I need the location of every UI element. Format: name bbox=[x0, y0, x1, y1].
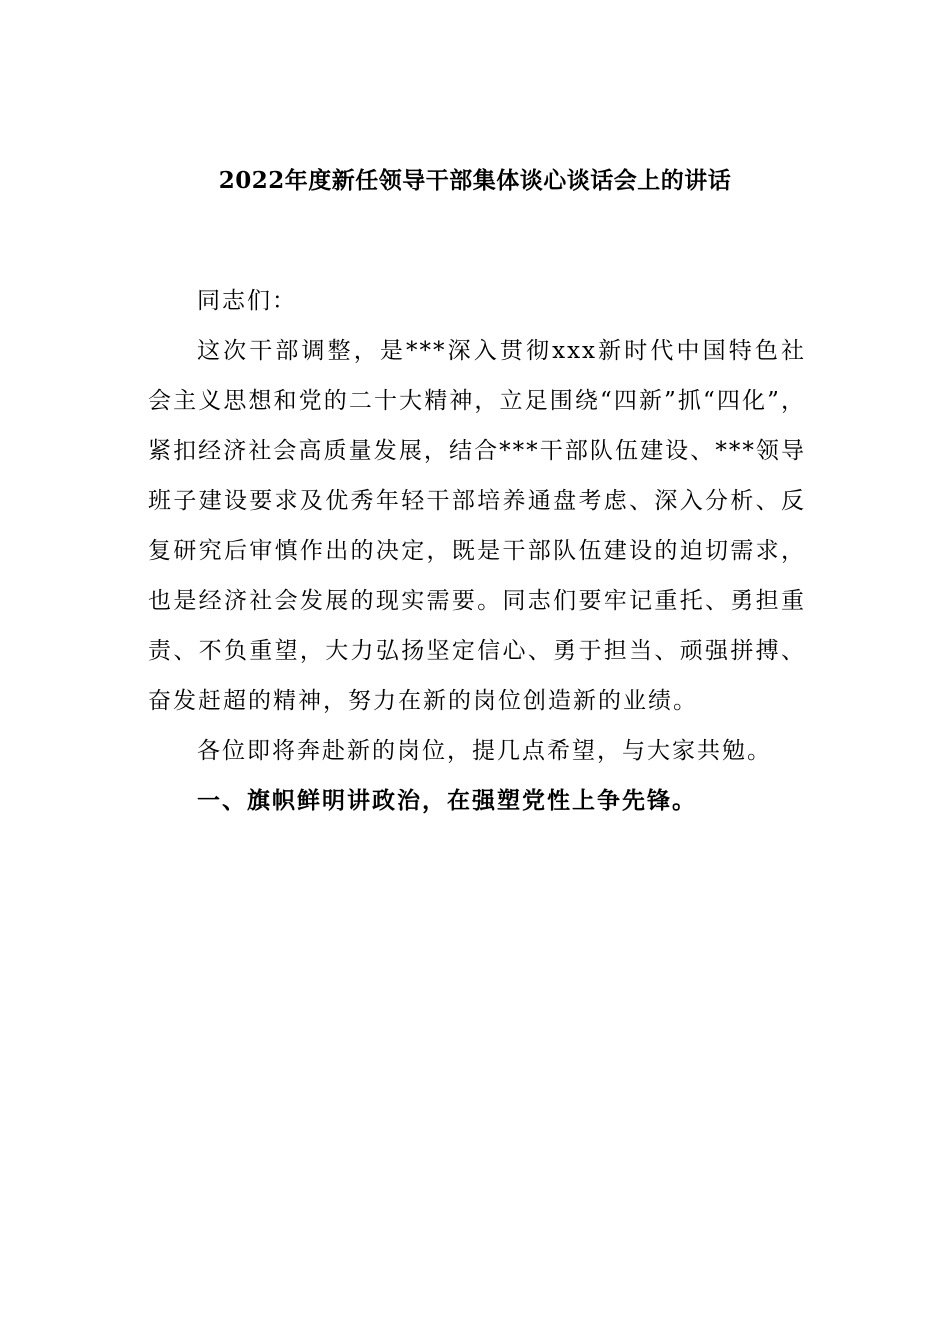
paragraph-2: 各位即将奔赴新的岗位，提几点希望，与大家共勉。 bbox=[197, 738, 772, 764]
document-title: 2022年度新任领导干部集体谈心谈话会上的讲话 bbox=[218, 167, 732, 194]
document-body bbox=[148, 276, 806, 826]
paragraph-1: 这次干部调整，是***深入贯彻xxx新时代中国特色社会主义思想和党的二十大精神，立足围绕“四新”抓“四化”，紧扣经济社会高质量发展，结合***干部队伍建设、***领导班子建设要求及优秀年轻干部培养通盘考虑、深入分析、反复研究后审慎作出的决定，既是干部队伍建设的迫切需求，也是经济社会发展的现实需要。同志们要牢记重托、勇担重责、不负重望，大力弘扬坚定信心、勇于担当、顽强拼搏、奋发赶超的精神，努力在新的岗位创造新的业绩。 bbox=[148, 338, 806, 714]
salutation: 同志们： bbox=[197, 288, 297, 314]
section-heading-1: 一、旗帜鲜明讲政治，在强塑党性上争先锋。 bbox=[197, 787, 697, 814]
